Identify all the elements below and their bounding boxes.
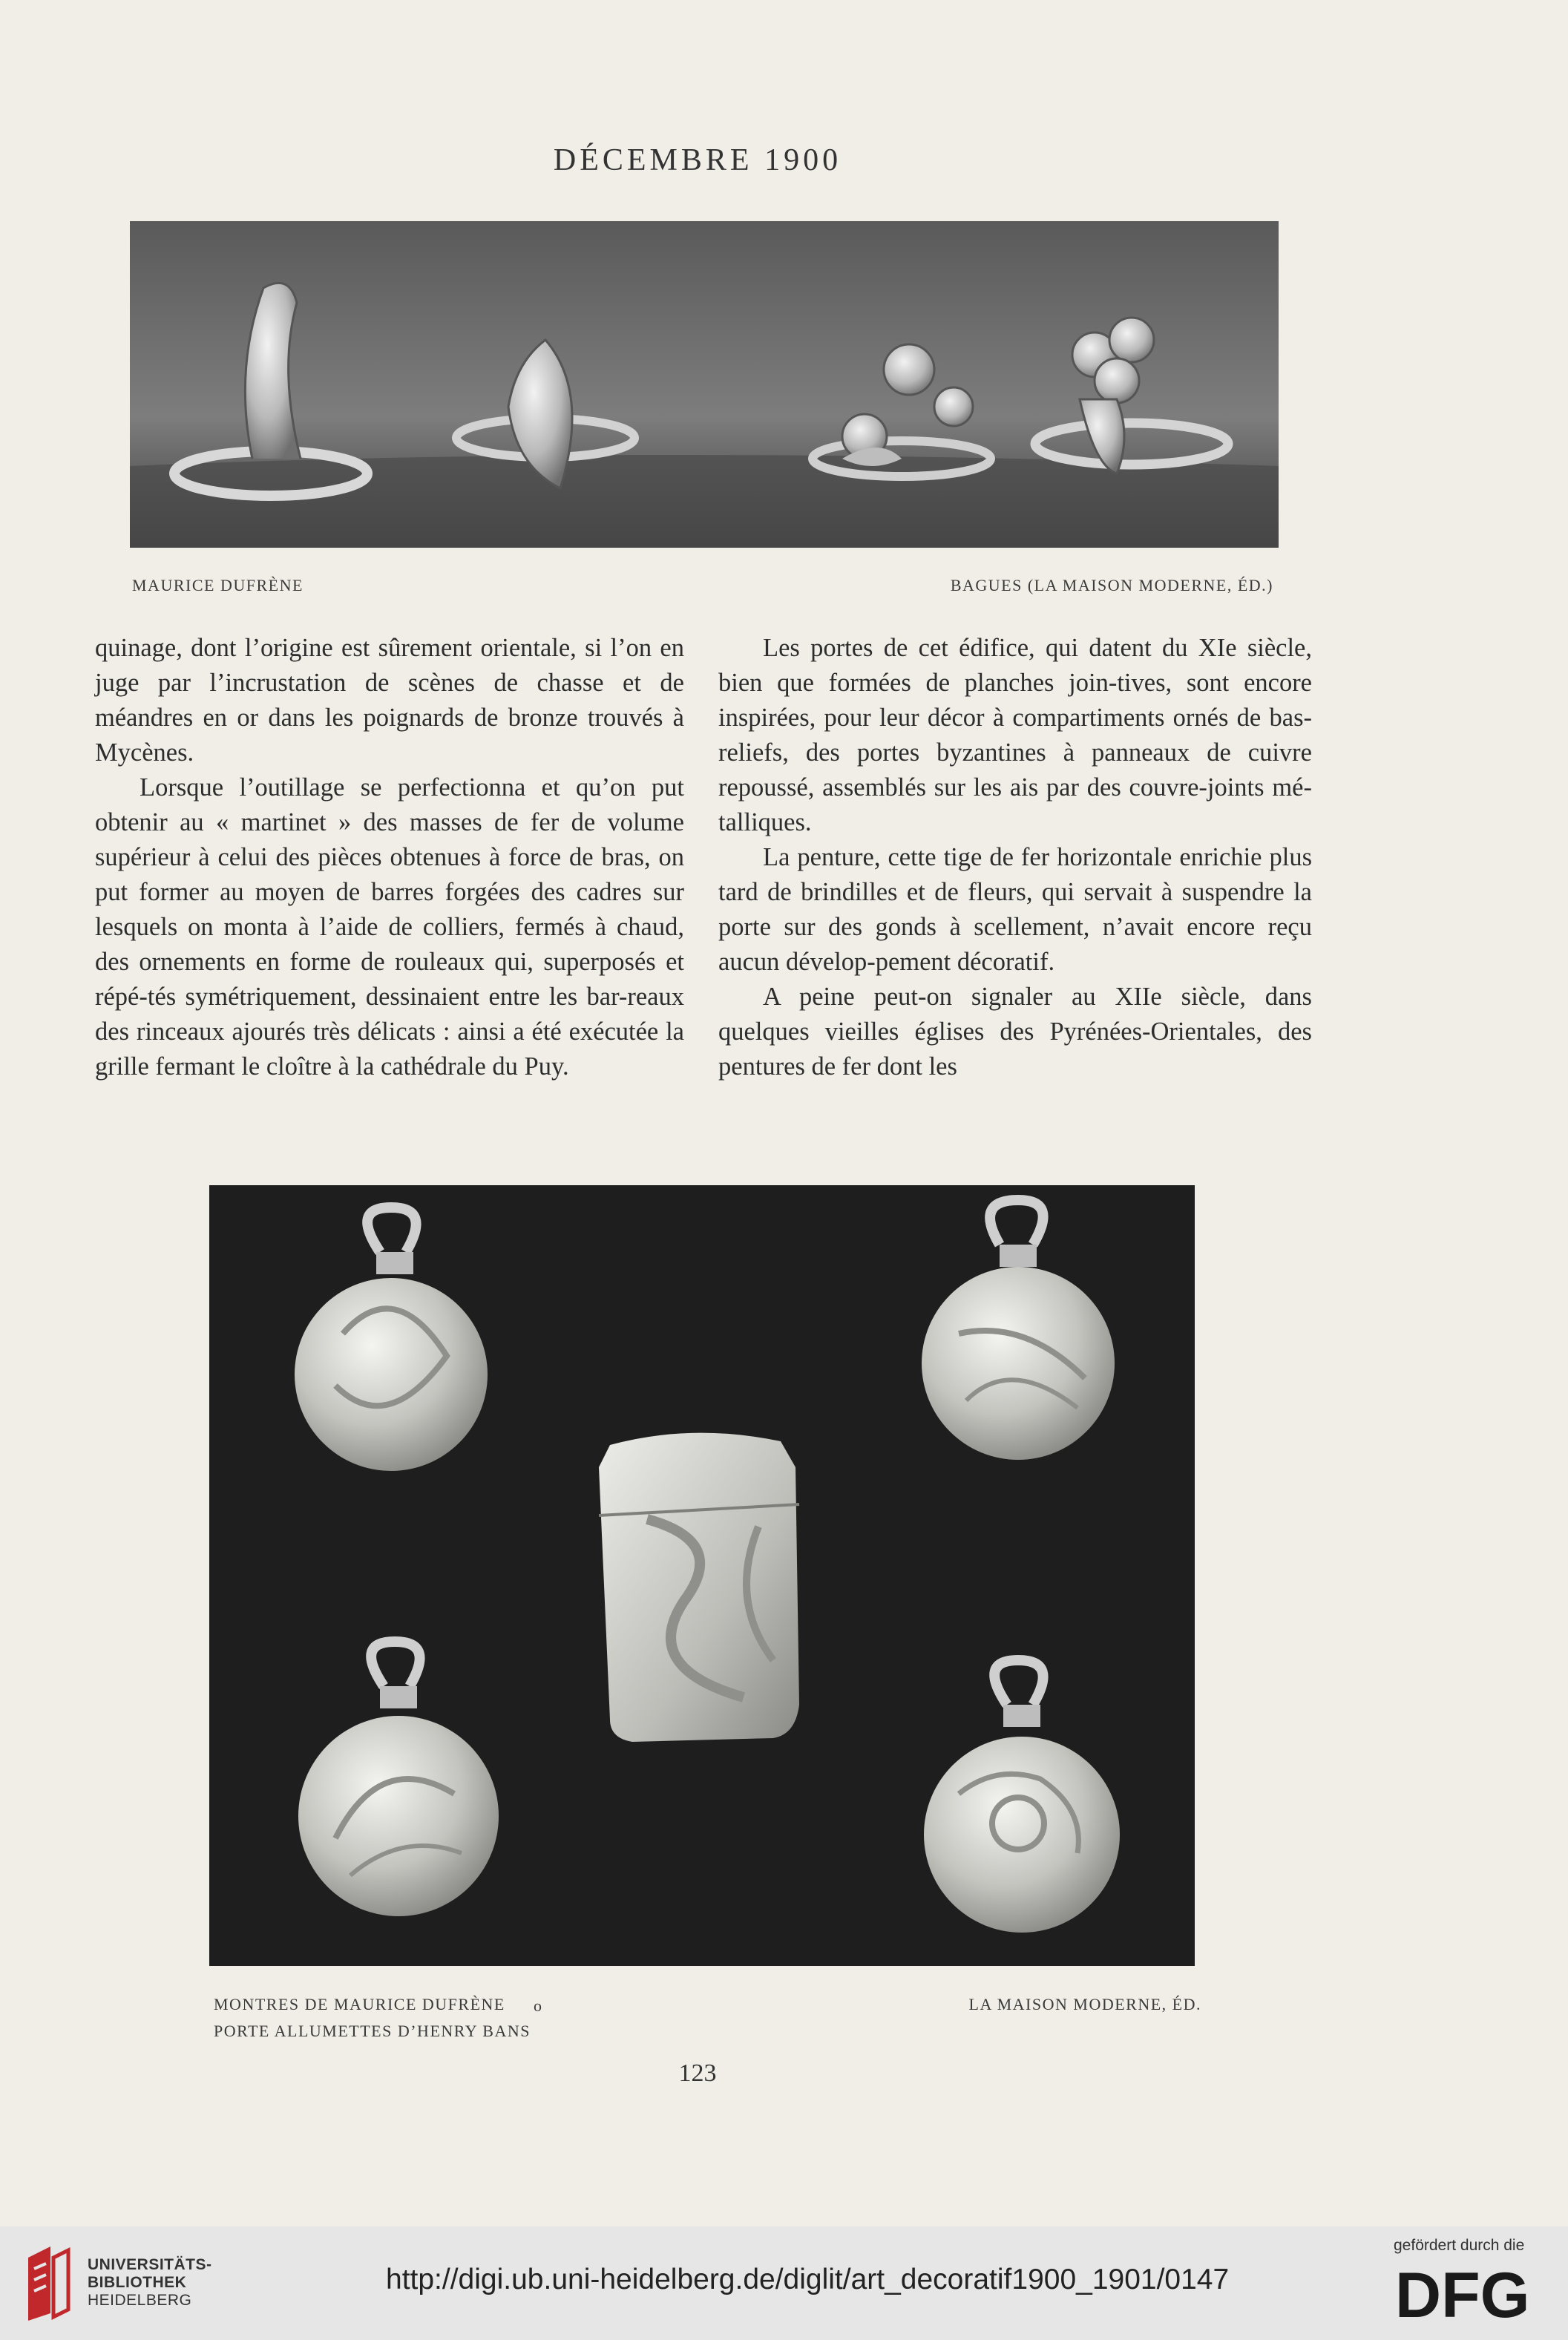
rings-caption-left: MAURICE DUFRÈNE [132, 576, 304, 594]
dfg-logo-text: DFG [1395, 2261, 1530, 2327]
library-name-line: UNIVERSITÄTS- [88, 2256, 212, 2273]
rings-caption-right: BAGUES (LA MAISON MODERNE, ÉD.) [950, 576, 1273, 594]
watches-photograph [209, 1185, 1195, 1966]
caption-ornament: o [534, 1996, 542, 2015]
footer-bar [0, 2226, 1568, 2340]
permalink-url[interactable]: http://digi.ub.uni-heidelberg.de/diglit/art_decoratif1900_1901/0147 [386, 2264, 1230, 2295]
library-name [88, 2256, 212, 2310]
paragraph: La penture, cette tige de fer horizontale enrichie plus tard de brindilles et de fleurs, qui servait à suspendre la porte sur des gonds à scellement, n’avait encore reçu aucun dévelop-pement décoratif. [718, 843, 1312, 976]
text-column-right [718, 631, 1312, 1084]
watches-caption-right: LA MAISON MODERNE, ÉD. [968, 1995, 1201, 2013]
library-logo-icon [21, 2243, 73, 2324]
rings-photograph [130, 221, 1279, 548]
library-name-line: BIBLIOTHEK [88, 2274, 187, 2291]
watches-caption-left-2: PORTE ALLUMETTES D’HENRY BANS [214, 2022, 531, 2040]
dfg-logo-icon [1395, 2261, 1544, 2327]
running-head: DÉCEMBRE 1900 [553, 143, 842, 177]
funder-note: gefördert durch die [1394, 2237, 1525, 2254]
match-safe [599, 1433, 799, 1742]
paragraph: Les portes de cet édifice, qui datent du XIe siècle, bien que formées de planches join-tives, sont encore inspirées, pour leur décor à compartiments ornés de bas-reliefs, des portes byzantines à panneaux de cuivre repoussé, assemblés sur les ais par des couvre-joints mé-talliques. [718, 634, 1312, 836]
watches-caption-left-1: MONTRES DE MAURICE DUFRÈNE [214, 1995, 505, 2013]
paragraph: A peine peut-on signaler au XIIe siècle, dans quelques vieilles églises des Pyrénées-Orientales, des pentures de fer dont les [718, 983, 1312, 1081]
page-number: 123 [678, 2059, 717, 2087]
text-column-left [95, 631, 684, 1084]
paragraph: Lorsque l’outillage se perfectionna et qu’on put obtenir au « martinet » des masses de fer de volume supérieur à celui des pièces obtenues à force de bras, on put former au moyen de barres forgées des cadres sur lesquels on monta à l’aide de colliers, fermés à chaud, des ornements en forme de rouleaux qui, superposés et répé-tés symétriquement, dessinaient entre les bar-reaux des rinceaux ajourés très délicats : ainsi a été exécutée la grille fermant le cloître à la cathédrale du Puy. [95, 773, 684, 1081]
library-name-line: HEIDELBERG [88, 2292, 192, 2309]
paragraph: quinage, dont l’origine est sûrement orientale, si l’on en juge par l’incrustation de scènes de chasse et de méandres en or dans les poignards de bronze trouvés à Mycènes. [95, 634, 684, 767]
